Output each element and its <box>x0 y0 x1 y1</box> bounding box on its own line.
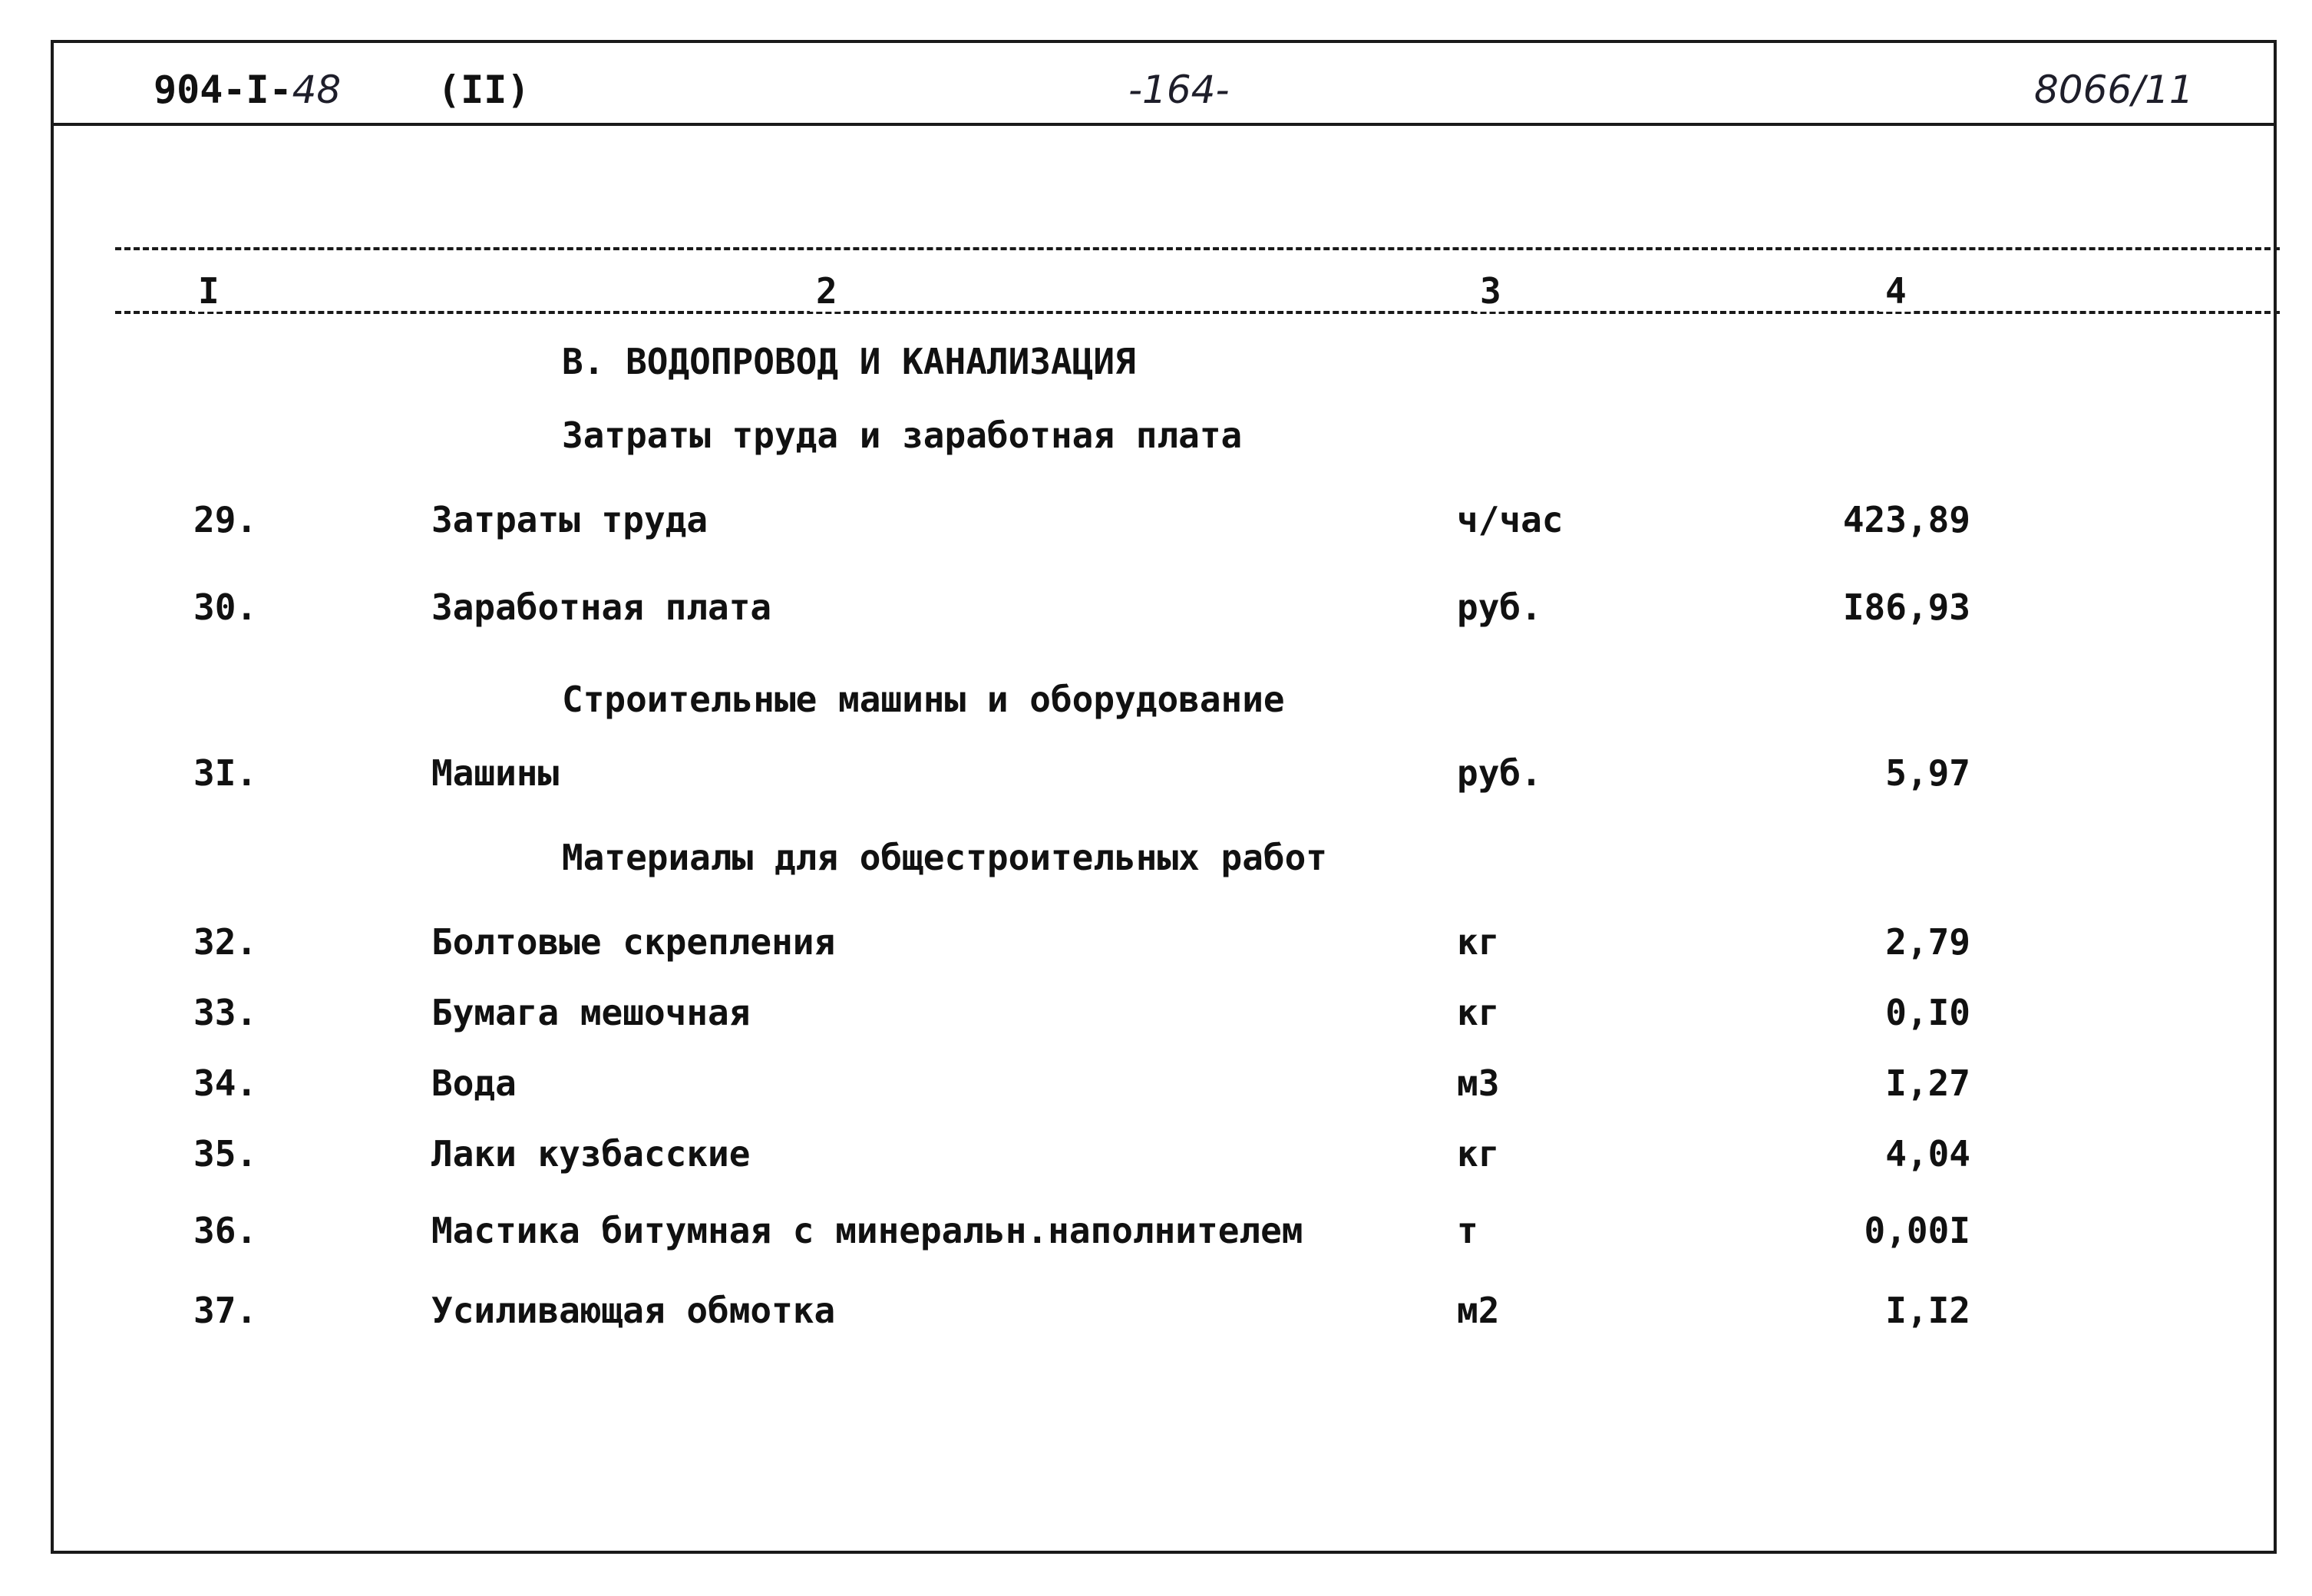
column-number-2: 2 <box>810 270 844 312</box>
row-number: 35. <box>193 1133 258 1175</box>
row-number: 29. <box>193 499 258 540</box>
row-name: Мастика битумная с минеральн.наполнителем <box>431 1210 1303 1251</box>
document-code-printed: 904-I- <box>154 68 292 112</box>
row-number: 30. <box>193 587 258 628</box>
row-name: Лаки кузбасские <box>431 1133 751 1175</box>
column-number-1: I <box>192 270 226 312</box>
row-value: I,27 <box>1885 1062 1970 1104</box>
row-value: 423,89 <box>1842 499 1970 540</box>
album-number: (II) <box>438 68 530 112</box>
header-divider <box>51 123 2277 126</box>
sheet-reference: 8066/11 <box>2034 68 2194 112</box>
column-number-4: 4 <box>1879 270 1913 312</box>
row-number: 36. <box>193 1210 258 1251</box>
row-name: Машины <box>431 752 560 794</box>
row-unit: м2 <box>1457 1290 1500 1331</box>
row-name: Затраты труда <box>431 499 708 540</box>
table-row <box>0 992 2312 1038</box>
column-strip-bottom-line <box>115 311 2280 314</box>
page-number: -164- <box>1128 68 1230 112</box>
row-value: I86,93 <box>1842 587 1970 628</box>
row-number: 37. <box>193 1290 258 1331</box>
row-number: 32. <box>193 921 258 963</box>
group-title-materials: Материалы для общестроительных работ <box>562 837 1327 878</box>
table-row <box>0 752 2312 798</box>
row-unit: м3 <box>1457 1062 1500 1104</box>
document-code <box>154 68 341 112</box>
group-title-labor: Затраты труда и заработная плата <box>562 415 1243 456</box>
row-name: Болтовые скрепления <box>431 921 836 963</box>
document-code-handwritten: 48 <box>292 68 342 112</box>
row-number: 33. <box>193 992 258 1033</box>
row-value: 0,00I <box>1864 1210 1970 1251</box>
row-value: 0,I0 <box>1885 992 1970 1033</box>
row-unit: руб. <box>1457 752 1542 794</box>
row-value: I,I2 <box>1885 1290 1970 1331</box>
row-unit: ч/час <box>1457 499 1564 540</box>
row-number: 34. <box>193 1062 258 1104</box>
row-name: Усиливающая обмотка <box>431 1290 836 1331</box>
table-row <box>0 1062 2312 1109</box>
row-name: Заработная плата <box>431 587 772 628</box>
row-value: 5,97 <box>1885 752 1970 794</box>
row-unit: т <box>1457 1210 1478 1251</box>
table-row <box>0 587 2312 633</box>
row-name: Вода <box>431 1062 517 1104</box>
row-unit: руб. <box>1457 587 1542 628</box>
table-row <box>0 499 2312 545</box>
row-unit: кг <box>1457 1133 1500 1175</box>
row-unit: кг <box>1457 921 1500 963</box>
column-strip-top-line <box>115 247 2280 250</box>
table-row <box>0 921 2312 967</box>
table-row <box>0 1133 2312 1179</box>
section-title: В. ВОДОПРОВОД И КАНАЛИЗАЦИЯ <box>562 341 1136 382</box>
row-number: 3I. <box>193 752 258 794</box>
row-value: 4,04 <box>1885 1133 1970 1175</box>
row-unit: кг <box>1457 992 1500 1033</box>
column-number-3: 3 <box>1474 270 1508 312</box>
table-row <box>0 1210 2312 1256</box>
table-row <box>0 1290 2312 1336</box>
group-title-machines: Строительные машины и оборудование <box>562 679 1285 720</box>
row-name: Бумага мешочная <box>431 992 751 1033</box>
row-value: 2,79 <box>1885 921 1970 963</box>
